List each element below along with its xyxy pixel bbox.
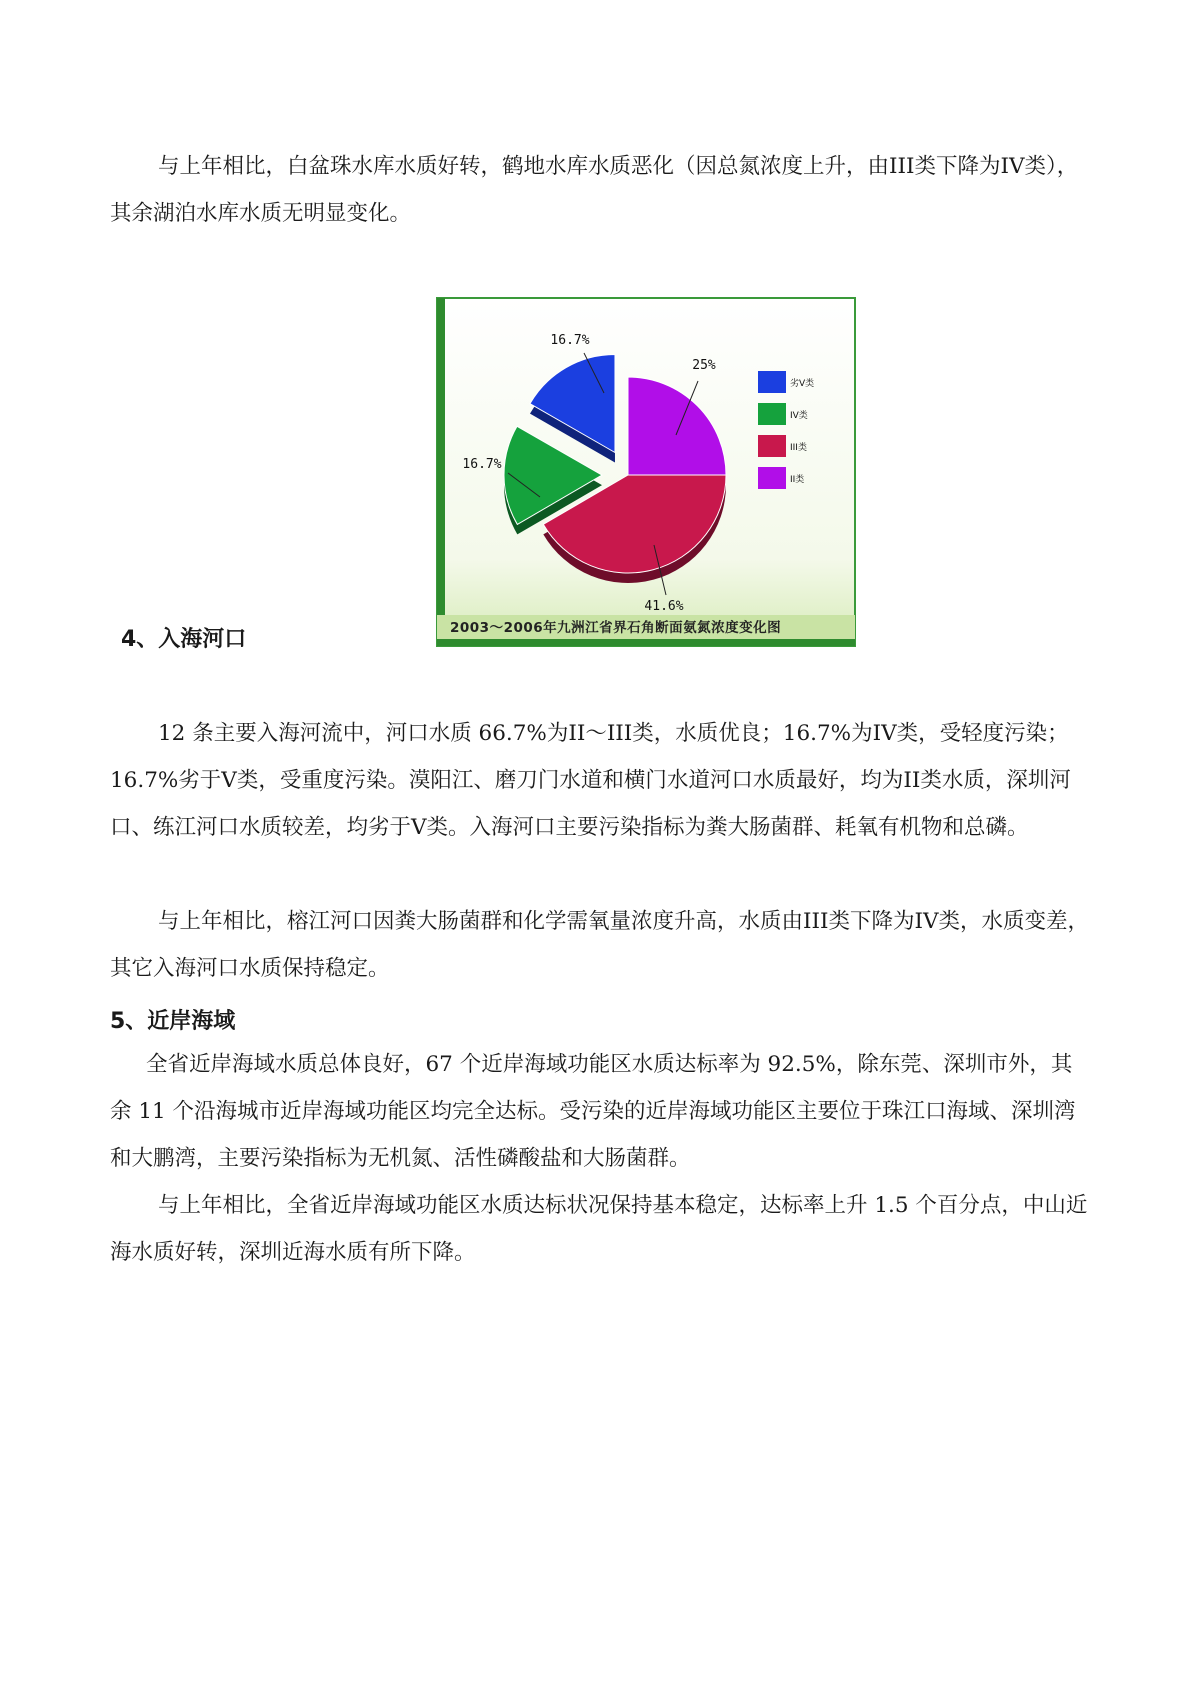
- legend-label: II类: [790, 475, 805, 485]
- legend-label: 劣V类: [790, 379, 815, 389]
- paragraph-estuary-comparison: 与上年相比，榕江河口因粪大肠菌群和化学需氧量浓度升高，水质由III类下降为IV类，水质变差，其它入海河口水质保持稳定。: [110, 909, 1090, 981]
- legend-swatch: [758, 403, 786, 425]
- paragraph-estuary-quality: 12 条主要入海河流中，河口水质 66.7%为II～III类，水质优良；16.7%为IV类，受轻度污染；16.7%劣于V类，受重度污染。漠阳江、磨刀门水道和横门水道河口水质最好，均为II类水质，深圳河口、练江河口水质较差，均劣于V类。入海河口主要污染指标为粪大肠菌群、耗氧有机物和总磷。: [110, 721, 1071, 840]
- legend-swatch: [758, 467, 786, 489]
- legend-label: IV类: [790, 411, 808, 421]
- pie-chart: [436, 297, 856, 647]
- legend-swatch: [758, 435, 786, 457]
- pie-slice-label: 41.6%: [644, 599, 684, 614]
- paragraph-coastal-quality: 全省近岸海域水质总体良好，67 个近岸海域功能区水质达标率为 92.5%，除东莞、深圳市外，其余 11 个沿海城市近岸海域功能区均完全达标。受污染的近岸海域功能区主要位于珠江口海域、深圳湾和大鹏湾，主要污染指标为无机氮、活性磷酸盐和大肠菌群。: [110, 1052, 1076, 1171]
- pie-slice-label: 16.7%: [550, 333, 590, 348]
- chart-bottom-bar: [437, 639, 855, 646]
- legend-label: III类: [790, 443, 807, 453]
- pie-chart-figure: [436, 297, 856, 647]
- pie-slice-label: 16.7%: [462, 457, 502, 472]
- chart-title: 2003～2006年九洲江省界石角断面氨氮浓度变化图: [450, 620, 782, 636]
- paragraph-reservoir-comparison: 与上年相比，白盆珠水库水质好转，鹤地水库水质恶化（因总氮浓度上升，由III类下降为IV类），其余湖泊水库水质无明显变化。: [110, 154, 1079, 226]
- section-heading-estuaries: 4、入海河口: [121, 627, 247, 652]
- chart-frame-left-bar: [437, 298, 445, 616]
- section-heading-coastal: 5、近岸海域: [110, 1009, 236, 1034]
- legend-swatch: [758, 371, 786, 393]
- pie-slice-label: 25%: [692, 358, 716, 373]
- paragraph-coastal-comparison: 与上年相比，全省近岸海域功能区水质达标状况保持基本稳定，达标率上升 1.5 个百分点，中山近海水质好转，深圳近海水质有所下降。: [110, 1193, 1088, 1265]
